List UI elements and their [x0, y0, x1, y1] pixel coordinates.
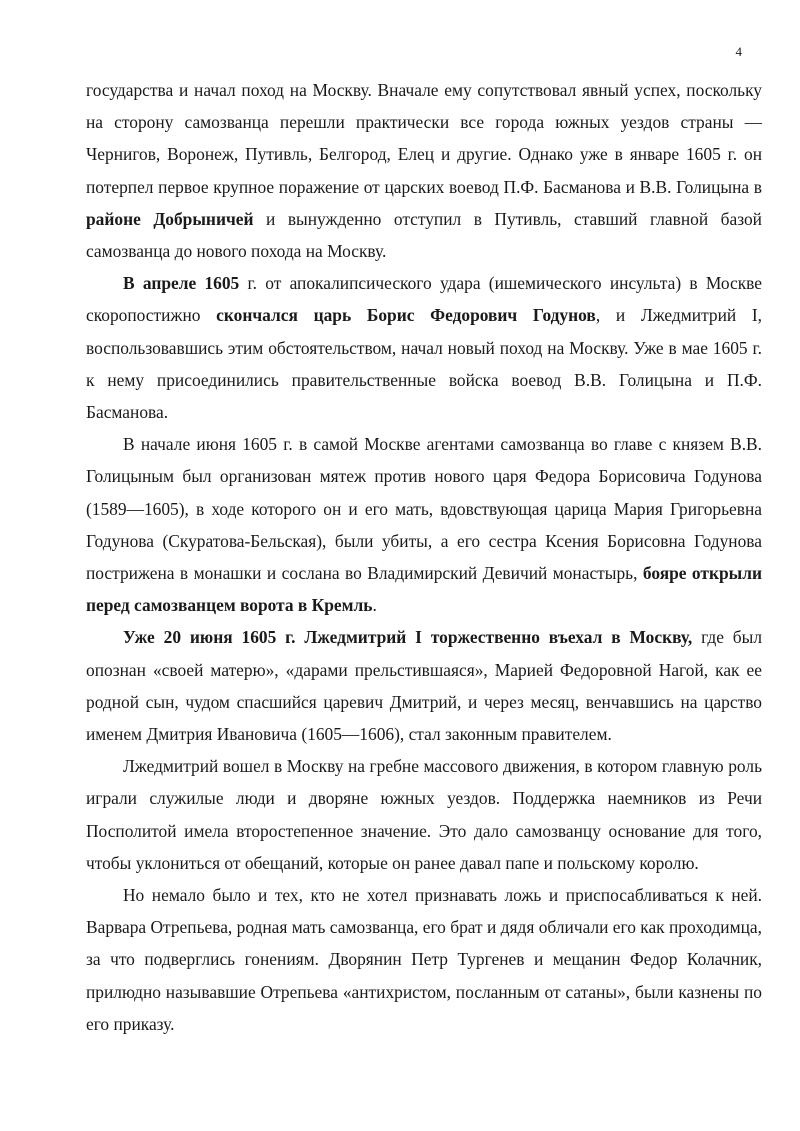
paragraph-1: [86, 74, 762, 267]
document-body: [86, 74, 762, 1040]
paragraph-text: , и Лжедмитрий I, воспользовавшись этим обстоятельством, начал новый поход на Москву. Уже в мае 1605 г. к нему присоединились правительственные войска воевод В.В. Голицына и П.Ф. Басманова.: [86, 305, 763, 423]
paragraph-text: государства и начал поход на Москву. Вначале ему сопутствовал явный успех, поскольку на сторону самозванца перешли практически все города южных уездов страны — Чернигов, Воронеж, Путивль, Белгород, Елец и другие. Однако уже в январе 1605 г. он потерпел первое крупное поражение от царских воевод П.Ф. Басманова и В.В. Голицына в: [86, 80, 762, 197]
paragraph-3: [86, 428, 762, 621]
paragraph-text: где был опознан «своей матерю», «дарами прельстившаяся», Марией Федоровной Нагой, как ее родной сын, чудом спасшийся царевич Дмитрий, и через месяц, венчавшись на царство именем Дмитрия Ивановича (1605—1606), стал законным правителем.: [86, 627, 762, 745]
bold-phrase: районе Добрыничей: [86, 208, 254, 229]
bold-phrase: В апреле 1605: [123, 273, 240, 294]
bold-phrase: скончался царь Борис Федорович Годунов: [216, 305, 596, 326]
page-number: 4: [735, 44, 742, 59]
bold-phrase: Уже 20 июня 1605 г. Лжедмитрий I торжественно въехал в Москву,: [123, 627, 693, 648]
paragraph-text: и вынужденно отступил в Путивль, ставший главной базой самозванца до нового похода на Москву.: [86, 208, 762, 262]
paragraph-5: [86, 750, 762, 879]
bold-phrase: бояре открыли перед самозванцем ворота в Кремль: [86, 563, 762, 616]
paragraph-4: [86, 621, 762, 750]
paragraph-2: [86, 267, 762, 428]
paragraph-text: В начале июня 1605 г. в самой Москве агентами самозванца во главе с князем В.В. Голицыным был организован мятеж против нового царя Федора Борисовича Годунова (1589—1605), в ходе которого он и его мать, вдовствующая царица Мария Григорьевна Годунова (Скуратова-Бельская), были убиты, а его сестра Ксения Борисовна Годунова пострижена в монашки и сослана во Владимирский Девичий монастырь,: [86, 434, 762, 584]
paragraph-text: Но немало было и тех, кто не хотел признавать ложь и приспосабливаться к ней. Варвара Отрепьева, родная мать самозванца, его брат и дядя обличали его как проходимца, за что подверглись гонениям. Дворянин Петр Тургенев и мещанин Федор Колачник, прилюдно называвшие Отрепьева «антихристом, посланным от сатаны», были казнены по его приказу.: [86, 885, 762, 1034]
paragraph-text: г. от апокалипсического удара (ишемического инсульта) в Москве скоропостижно: [86, 273, 762, 326]
paragraph-text: Лжедмитрий вошел в Москву на гребне массового движения, в котором главную роль играли служилые люди и дворяне южных уездов. Поддержка наемников из Речи Посполитой имела второстепенное значение. Это дало самозванцу основание для того, чтобы уклониться от обещаний, которые он ранее давал папе и польскому королю.: [86, 756, 762, 873]
paragraph-6: [86, 879, 762, 1040]
paragraph-text: .: [372, 595, 377, 616]
